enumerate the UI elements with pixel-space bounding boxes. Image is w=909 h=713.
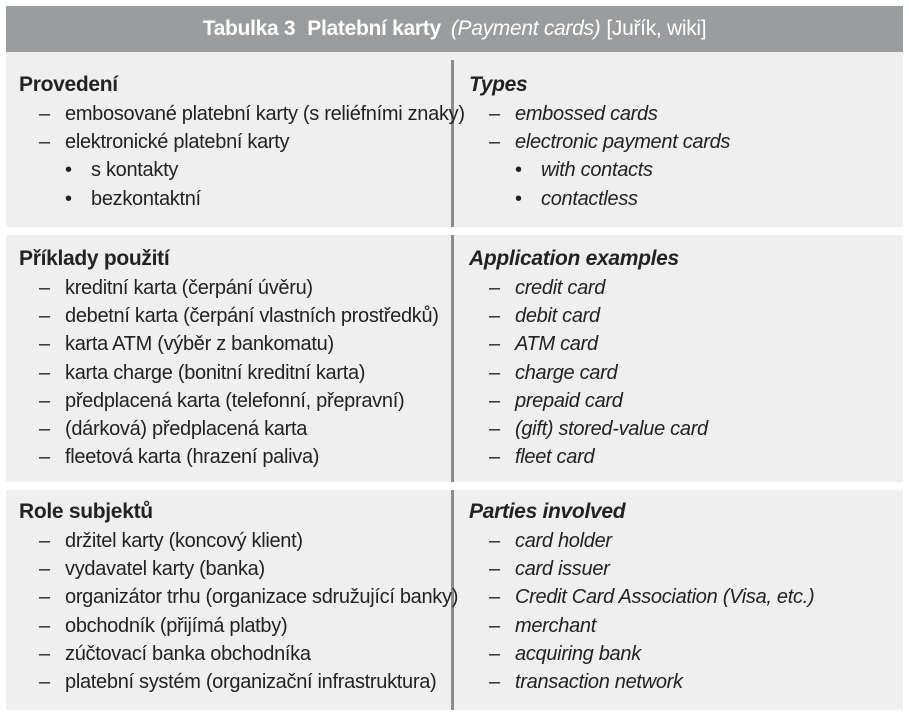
cell-types (469, 70, 730, 213)
list-item: – ATM card (469, 330, 708, 358)
list-item: – karta ATM (výběr z bankomatu) (19, 330, 439, 358)
list-item: – debit card (469, 302, 708, 330)
table-title (6, 6, 903, 52)
list-item: – (dárková) předplacená karta (19, 415, 439, 443)
list-item: – credit card (469, 274, 708, 302)
cell-role-subjektu (19, 497, 458, 696)
section-heading: Application examples (469, 247, 679, 270)
table-title-english: (Payment cards) (450, 17, 601, 40)
list-item: – transaction network (469, 668, 814, 696)
list-item: – fleet card (469, 443, 708, 471)
bullet-item: • s kontakty (19, 156, 465, 184)
list-item: – zúčtovací banka obchodníka (19, 640, 458, 668)
section-heading: Parties involved (469, 500, 626, 523)
item-list (19, 100, 465, 213)
item-list (469, 274, 708, 471)
section-heading: Types (469, 73, 528, 96)
cell-application-examples (469, 244, 708, 471)
section-heading: Role subjektů (19, 500, 153, 523)
table-title-czech: Platební karty (307, 17, 441, 40)
list-item: – acquiring bank (469, 640, 814, 668)
list-item: – platební systém (organizační infrastruktura) (19, 668, 458, 696)
item-list (469, 527, 814, 696)
list-item: – merchant (469, 612, 814, 640)
list-item: – charge card (469, 359, 708, 387)
list-item: – karta charge (bonitní kreditní karta) (19, 359, 439, 387)
item-list (19, 527, 458, 696)
bullet-item: • contactless (469, 185, 730, 213)
list-item: – vydavatel karty (banka) (19, 555, 458, 583)
list-item: – card holder (469, 527, 814, 555)
list-item: – kreditní karta (čerpání úvěru) (19, 274, 439, 302)
list-item: – držitel karty (koncový klient) (19, 527, 458, 555)
cell-provedeni (19, 70, 465, 213)
table-source: [Juřík, wiki] (606, 17, 707, 40)
list-item: – embosované platební karty (s reliéfními znaky) (19, 100, 465, 128)
payment-cards-table (6, 6, 903, 710)
list-item: – (gift) stored-value card (469, 415, 708, 443)
list-item: – prepaid card (469, 387, 708, 415)
bullet-item: • bezkontaktní (19, 185, 465, 213)
row-divider (6, 227, 903, 235)
row-divider (6, 482, 903, 490)
section-heading: Provedení (19, 73, 118, 96)
list-item: – Credit Card Association (Visa, etc.) (469, 583, 814, 611)
section-heading: Příklady použití (19, 247, 170, 270)
list-item: – předplacená karta (telefonní, přepravní) (19, 387, 439, 415)
list-item: – obchodník (přijímá platby) (19, 612, 458, 640)
list-item: – elektronické platební karty (19, 128, 465, 156)
list-item: – debetní karta (čerpání vlastních prostředků) (19, 302, 439, 330)
bullet-item: • with contacts (469, 156, 730, 184)
table-body (6, 60, 903, 710)
list-item: – embossed cards (469, 100, 730, 128)
list-item: – electronic payment cards (469, 128, 730, 156)
table-label: Tabulka 3 (202, 17, 296, 40)
item-list (469, 100, 730, 213)
list-item: – card issuer (469, 555, 814, 583)
list-item: – organizátor trhu (organizace sdružující banky) (19, 583, 458, 611)
list-item: – fleetová karta (hrazení paliva) (19, 443, 439, 471)
item-list (19, 274, 439, 471)
cell-priklady-pouziti (19, 244, 439, 471)
cell-parties-involved (469, 497, 814, 696)
